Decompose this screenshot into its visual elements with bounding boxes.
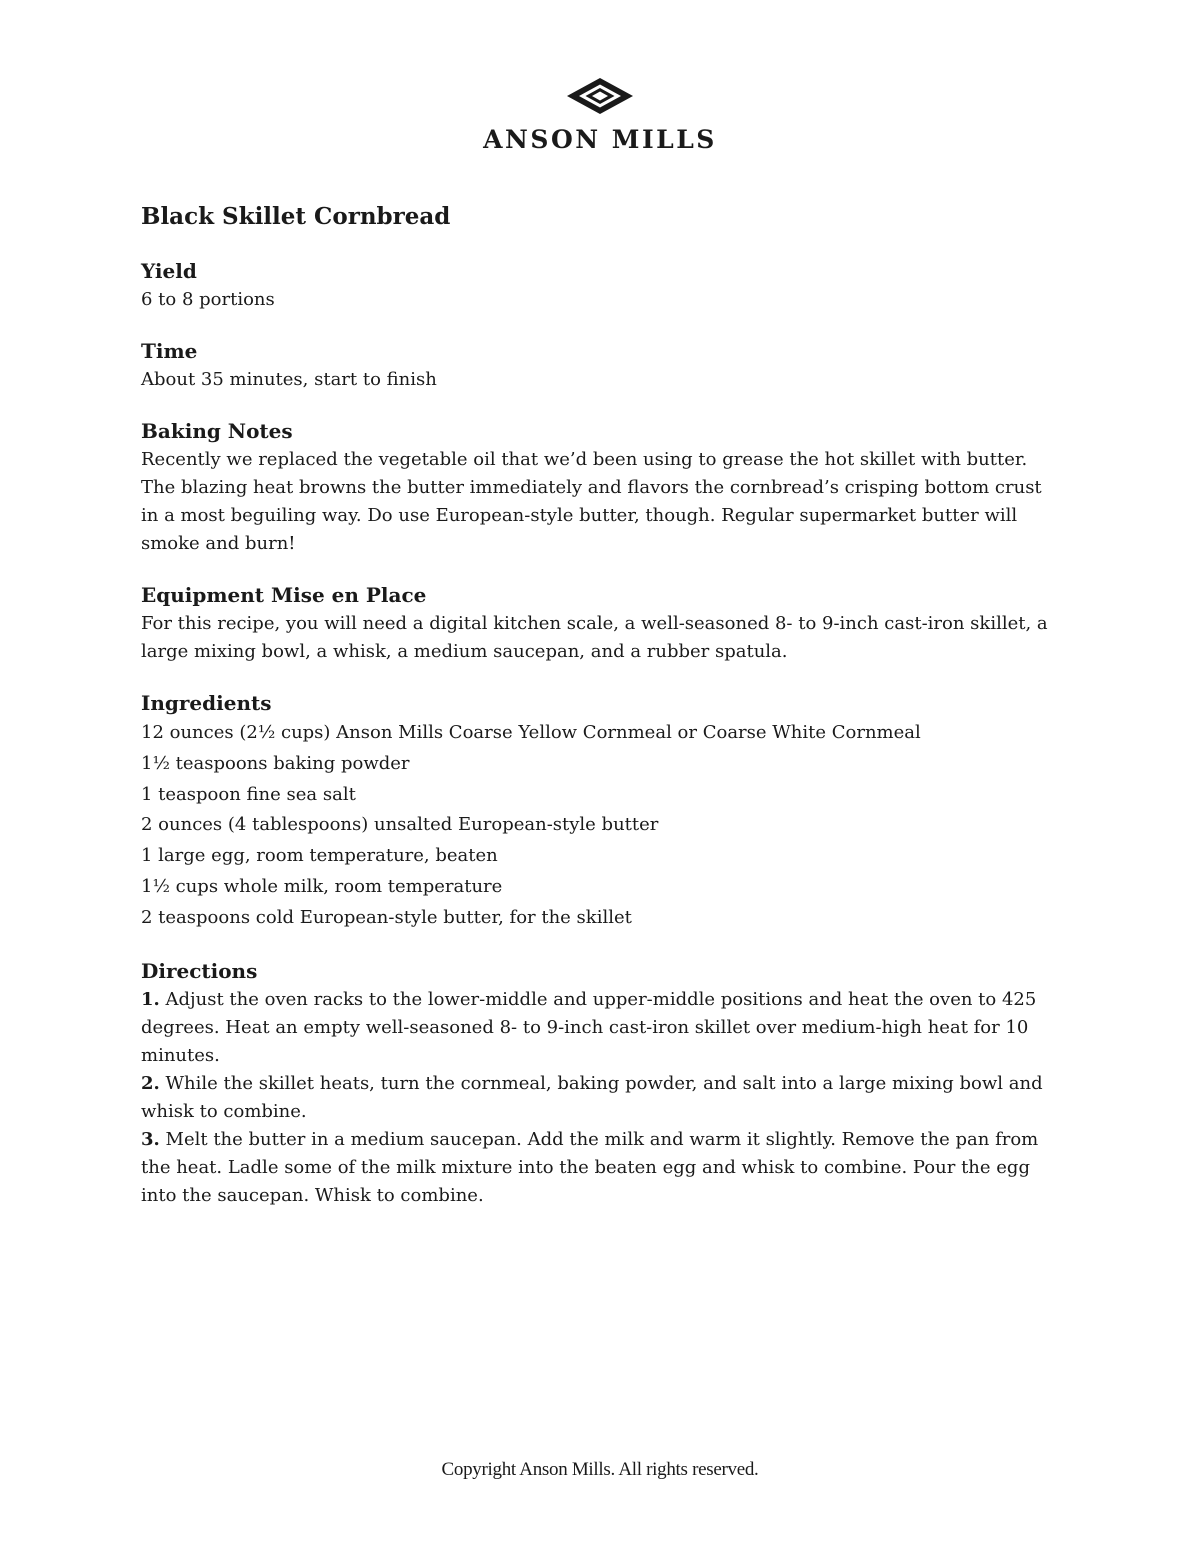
ingredient-item: 12 ounces (2½ cups) Anson Mills Coarse Yellow Cornmeal or Coarse White Cornmeal — [141, 722, 921, 743]
ingredient-item: 1½ cups whole milk, room temperature — [141, 875, 503, 897]
ingredient-item: 1½ teaspoons baking powder — [141, 752, 410, 774]
ingredient-item: 1 large egg, room temperature, beaten — [141, 845, 498, 867]
direction-step — [141, 986, 1061, 1070]
yield-text: 6 to 8 portions — [141, 289, 275, 310]
time-text: About 35 minutes, start to finish — [141, 369, 437, 390]
equipment-section — [141, 580, 1061, 666]
baking-notes-heading: Baking Notes — [141, 419, 293, 443]
ingredient-item: 2 teaspoons cold European-style butter, for the skillet — [141, 906, 632, 928]
yield-section — [141, 256, 1061, 314]
equipment-text: For this recipe, you will need a digital kitchen scale, a well-seasoned 8- to 9-inch cast-iron skillet, a large mixing bowl, a whisk, a medium saucepan, and a rubber spatula. — [141, 613, 1048, 662]
baking-notes-section — [141, 416, 1061, 558]
yield-heading: Yield — [141, 259, 197, 283]
step-number: 3. — [141, 1128, 160, 1150]
step-text: While the skillet heats, turn the cornmeal, baking powder, and salt into a large mixing bowl and whisk to combine. — [141, 1072, 1043, 1122]
directions-heading: Directions — [141, 958, 258, 983]
diamond-logo-icon — [565, 76, 635, 116]
direction-step — [141, 1070, 1061, 1126]
ingredient-list — [141, 718, 1061, 934]
ingredient-item: 2 ounces (4 tablespoons) unsalted European-style butter — [141, 814, 659, 836]
recipe — [141, 200, 1061, 1210]
ingredients-section — [141, 688, 1061, 934]
copyright-notice: Copyright Anson Mills. All rights reserved. — [441, 1459, 759, 1480]
step-number: 1. — [141, 988, 160, 1010]
direction-step — [141, 1126, 1061, 1210]
brand-logo — [0, 76, 1200, 154]
time-heading: Time — [141, 339, 198, 363]
step-number: 2. — [141, 1072, 160, 1094]
time-section — [141, 336, 1061, 394]
ingredient-item: 1 teaspoon fine sea salt — [141, 783, 356, 805]
step-text: Melt the butter in a medium saucepan. Add the milk and warm it slightly. Remove the pan from the heat. Ladle some of the milk mixture into the beaten egg and whisk to combine. Pour the egg into the saucepan. Whisk to combine. — [141, 1128, 1039, 1206]
step-text: Adjust the oven racks to the lower-middle and upper-middle positions and heat the oven to 425 degrees. Heat an empty well-seasoned 8- to 9-inch cast-iron skillet over medium-high heat for 10 minutes. — [141, 988, 1037, 1066]
recipe-title: Black Skillet Cornbread — [141, 203, 451, 230]
equipment-heading: Equipment Mise en Place — [141, 583, 427, 607]
directions-section — [141, 956, 1061, 1210]
baking-notes-text: Recently we replaced the vegetable oil that we’d been using to grease the hot skillet with butter. The blazing heat browns the butter immediately and flavors the cornbread’s crisping bottom crust in a most beguiling way. Do use European-style butter, though. Regular supermarket butter will smoke and burn! — [141, 449, 1042, 554]
brand-name: ANSON MILLS — [483, 125, 717, 154]
ingredients-heading: Ingredients — [141, 691, 272, 715]
